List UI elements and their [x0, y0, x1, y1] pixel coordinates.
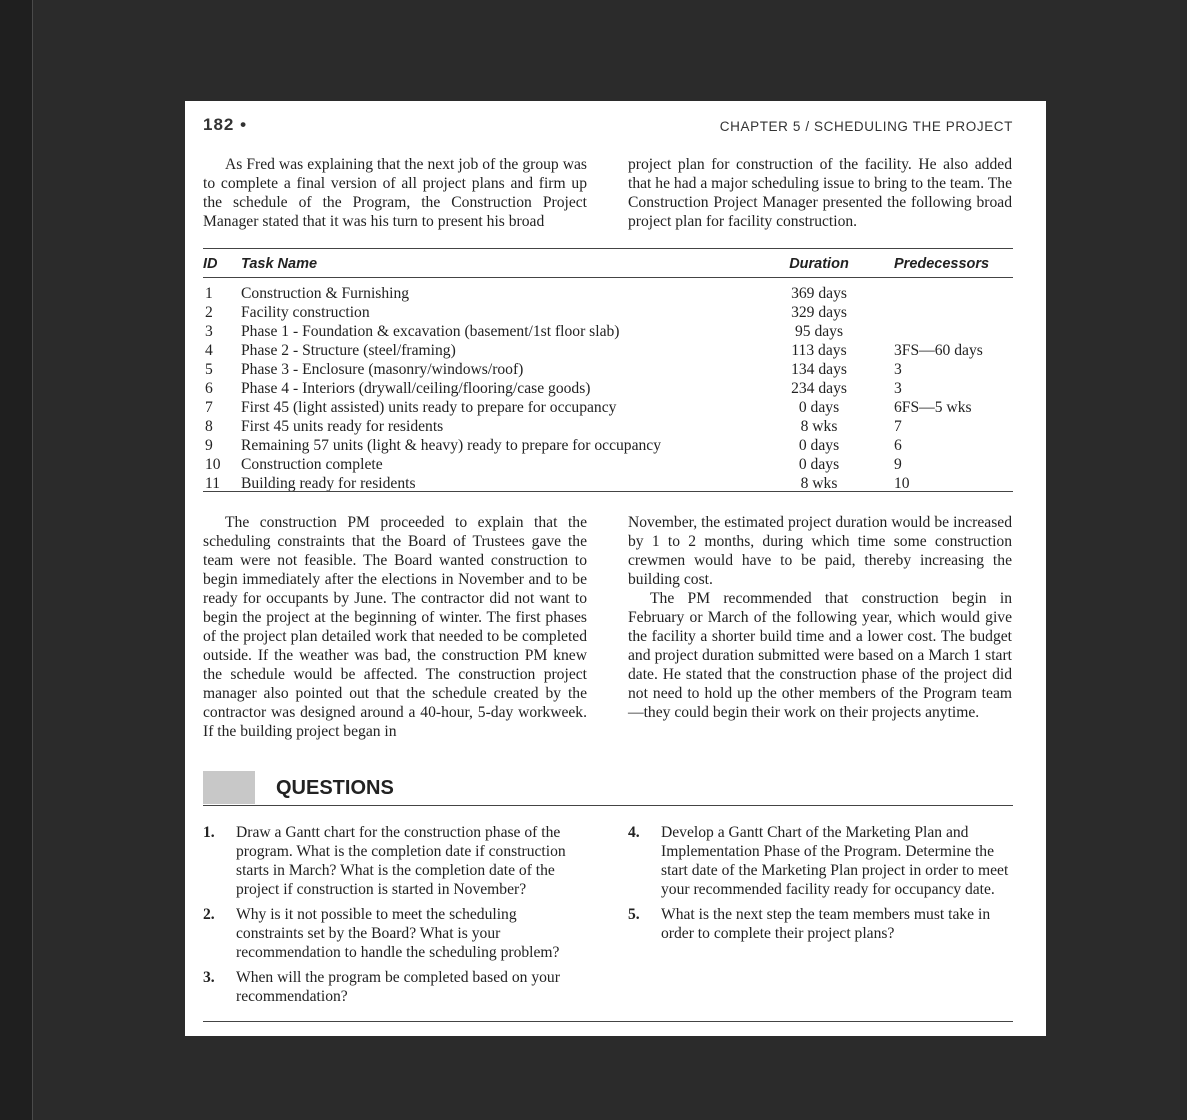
row-task-name: Facility construction	[241, 304, 370, 321]
row-predecessors	[884, 284, 1013, 303]
row-duration: 369 days	[791, 285, 847, 302]
row-duration: 113 days	[791, 342, 847, 359]
row-id: 11	[205, 475, 221, 492]
question-text: Why is it not possible to meet the scheduling constraints set by the Board? What is your recommendation to handle the scheduling problem?	[236, 906, 560, 961]
row-predecessors: 3	[894, 361, 902, 378]
chapter-header: CHAPTER 5 / SCHEDULING THE PROJECT	[719, 119, 1013, 134]
row-duration: 329 days	[791, 304, 847, 321]
row-id: 6	[205, 380, 213, 397]
question-number: 5.	[628, 906, 640, 923]
body-left-paragraph: The construction PM proceeded to explain that the scheduling constraints that the Board of Trustees gave the team were not feasible. The Board wanted construction to begin immediately after the elections in November and to be ready for occupants by June. The contractor did not want to begin the project at the beginning of winter. The first phases of the project plan detailed work that needed to be completed outside. If the weather was bad, the construction PM knew the schedule would be affected. The construction project manager also pointed out that the schedule created by the contractor was designed around a 40-hour, 5-day workweek. If the building project began in	[203, 514, 587, 740]
table-bottom-rule	[203, 491, 1013, 492]
row-predecessors	[884, 303, 1013, 322]
row-duration: 0 days	[798, 437, 840, 454]
body-right-column	[628, 513, 1012, 722]
page-bottom-rule	[203, 1021, 1013, 1022]
question-item	[203, 823, 587, 899]
row-id: 8	[205, 418, 213, 435]
table-row	[203, 398, 1013, 417]
row-duration: 0 days	[798, 456, 840, 473]
row-predecessors	[884, 322, 1013, 341]
row-task-name: Phase 4 - Interiors (drywall/ceiling/flooring/case goods)	[241, 380, 591, 397]
row-duration: 234 days	[791, 380, 847, 397]
page-number: 182 •	[203, 115, 248, 134]
row-id: 10	[205, 456, 221, 473]
row-task-name: Phase 1 - Foundation & excavation (basement/1st floor slab)	[241, 323, 620, 340]
question-text: When will the program be completed based on your recommendation?	[236, 969, 560, 1005]
row-id: 2	[205, 304, 213, 321]
row-id: 7	[205, 399, 213, 416]
row-task-name: Building ready for residents	[241, 475, 416, 492]
row-predecessors: 3FS—60 days	[894, 342, 983, 359]
table-header-row	[203, 253, 1013, 278]
row-predecessors: 7	[894, 418, 902, 435]
row-predecessors: 3	[894, 380, 902, 397]
row-duration: 134 days	[791, 361, 847, 378]
body-left-column	[203, 513, 587, 741]
question-number: 1.	[203, 824, 215, 841]
body-right-paragraph-2: The PM recommended that construction begin in February or March of the following year, which would give the facility a shorter build time and a lower cost. The budget and project duration submitted were based on a March 1 start date. He stated that the construction phase of the project did not need to hold up the other members of the Program team—they could begin their work on their projects anytime.	[628, 590, 1012, 721]
intro-right-paragraph: project plan for construction of the facility. He also added that he had a major scheduling issue to bring to the team. The Construction Project Manager presented the following broad project plan for facility construction.	[628, 156, 1012, 230]
table-row	[203, 379, 1013, 398]
left-margin-strip	[0, 0, 33, 1120]
row-task-name: Construction & Furnishing	[241, 285, 410, 302]
row-id: 9	[205, 437, 213, 454]
row-predecessors: 6FS—5 wks	[894, 399, 972, 416]
intro-left-column	[203, 155, 587, 231]
table-row	[203, 455, 1013, 474]
row-task-name: Remaining 57 units (light & heavy) ready to prepare for occupancy	[241, 437, 662, 454]
questions-heading-box	[203, 771, 255, 804]
question-item	[628, 905, 1012, 943]
table-row	[203, 341, 1013, 360]
question-number: 2.	[203, 906, 215, 923]
header-id: ID	[203, 256, 218, 272]
row-task-name: Phase 2 - Structure (steel/framing)	[241, 342, 456, 359]
table-row	[203, 284, 1013, 303]
row-predecessors: 6	[894, 437, 902, 454]
question-number: 3.	[203, 969, 215, 986]
intro-left-paragraph: As Fred was explaining that the next job of the group was to complete a final version of all project plans and firm up the schedule of the Program, the Construction Project Manager stated that it was his turn to present his broad	[203, 156, 587, 230]
row-id: 1	[205, 285, 213, 302]
table-row	[203, 303, 1013, 322]
questions-right-list	[628, 823, 1012, 949]
row-id: 3	[205, 323, 213, 340]
question-text: Develop a Gantt Chart of the Marketing Plan and Implementation Phase of the Program. Determine the start date of the Marketing Plan project in order to meet your recommended facility ready for occupancy date.	[661, 824, 1009, 898]
questions-rule	[203, 805, 1013, 806]
questions-left-list	[203, 823, 587, 1012]
table-row	[203, 322, 1013, 341]
table-row	[203, 436, 1013, 455]
row-task-name: First 45 units ready for residents	[241, 418, 444, 435]
row-duration: 8 wks	[800, 475, 838, 492]
question-text: What is the next step the team members must take in order to complete their project plans?	[661, 906, 991, 942]
table-row	[203, 360, 1013, 379]
header-predecessors: Predecessors	[894, 256, 990, 272]
row-id: 5	[205, 361, 213, 378]
table-row	[203, 417, 1013, 436]
row-predecessors: 9	[894, 456, 902, 473]
question-item	[203, 905, 587, 962]
question-number: 4.	[628, 824, 640, 841]
row-task-name: Phase 3 - Enclosure (masonry/windows/roof)	[241, 361, 524, 378]
row-duration: 8 wks	[800, 418, 838, 435]
header-duration: Duration	[789, 256, 849, 272]
table-top-rule	[203, 248, 1013, 249]
task-table	[203, 253, 1013, 493]
question-item	[628, 823, 1012, 899]
question-item	[203, 968, 587, 1006]
body-right-paragraph-1: November, the estimated project duration would be increased by 1 to 2 months, during which time some construction crewmen would have to be paid, thereby increasing the building cost.	[628, 514, 1012, 588]
row-task-name: Construction complete	[241, 456, 383, 473]
question-text: Draw a Gantt chart for the construction phase of the program. What is the completion date if construction starts in March? What is the completion date of the project if construction is started in November?	[236, 824, 566, 898]
row-predecessors: 10	[894, 475, 910, 492]
row-duration: 0 days	[798, 399, 840, 416]
row-duration: 95 days	[794, 323, 844, 340]
row-task-name: First 45 (light assisted) units ready to prepare for occupancy	[241, 399, 617, 416]
intro-right-column	[628, 155, 1012, 231]
questions-heading: QUESTIONS	[276, 777, 394, 799]
book-page	[185, 101, 1046, 1036]
header-task-name: Task Name	[241, 256, 318, 272]
row-id: 4	[205, 342, 213, 359]
